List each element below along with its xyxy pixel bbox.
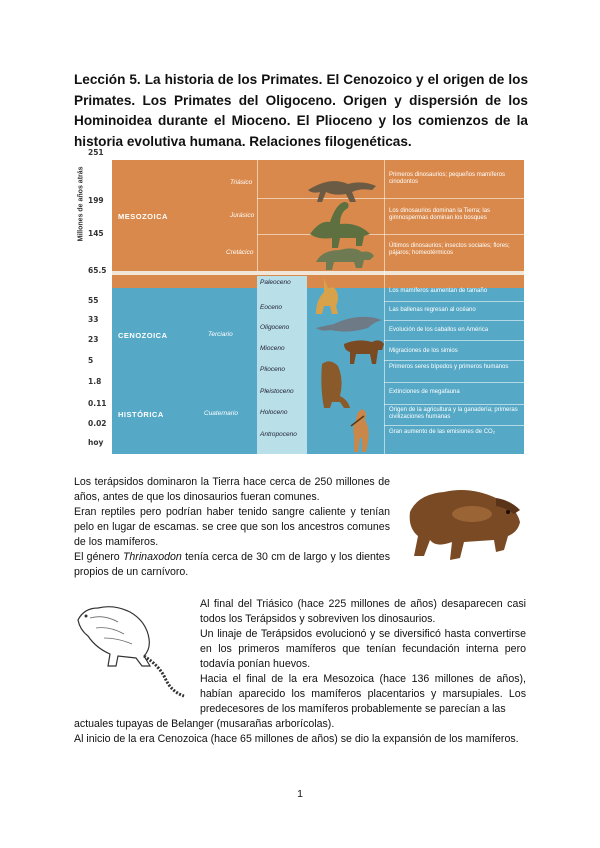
genus-name: Thrinaxodon (122, 551, 182, 563)
era-description: Extinciones de megafauna (389, 389, 460, 395)
era-description: Las ballenas regresan al océano (389, 307, 476, 313)
tick-label: 23 (88, 335, 99, 344)
tick-label: 65.5 (88, 266, 107, 275)
paragraph-tree-shrews: actuales tupayas de Belanger (musarañas arborícolas). (74, 718, 335, 730)
epoch-label: Holoceno (260, 409, 288, 416)
epoch-label: Mioceno (260, 345, 285, 352)
era-description: Primeros dinosaurios; pequeños mamíferos cinodontos (389, 172, 506, 185)
tick-label: 0.02 (88, 419, 107, 428)
paragraph-cenozoic: Al inicio de la era Cenozoica (hace 65 millones de años) se dio la expansión de los mamíferos. (74, 733, 519, 745)
grid-line (384, 340, 524, 341)
paragraph-line: Eran reptiles pero podrían haber tenido sangre caliente y tenían pelo en lugar de escamas. se cree que son los ancestros comunes de los mamíferos. (74, 506, 390, 548)
epoch-label: Eoceno (260, 304, 283, 311)
paragraph-line: El género Thrinaxodon tenía cerca de 30 cm de largo y los dientes propios de un carnívoro. (74, 551, 390, 578)
mesozoic-animals-illustration (300, 162, 388, 272)
epoch-label: Antropoceno (260, 431, 297, 438)
grid-line (384, 301, 524, 302)
grid-line (384, 320, 524, 321)
grid-line (384, 404, 524, 405)
tick-label: 1.8 (88, 377, 102, 386)
page-number: 1 (297, 788, 303, 800)
era-description: Los mamíferos aumentan de tamaño (389, 288, 488, 294)
era-description: Evolución de los caballos en América (389, 327, 489, 333)
page-title: Lección 5. La historia de los Primates. El Cenozoico y el origen de los Primates. Los Primates del Oligoceno. Origen y dispersión de los Hominoidea durante el Mioceno. El Plioceno y los comienzos de la historia evolutiva humana. Relaciones filogenéticas. (74, 72, 528, 149)
yaxis-title: Millones de años atrás (77, 166, 85, 242)
period-label: Terciario (208, 331, 233, 338)
era-description: Los dinosaurios dominan la Tierra; las gimnospermas dominan los bosques (389, 208, 491, 221)
grid-line (257, 160, 258, 271)
paragraph-triassic (200, 597, 526, 717)
tick-label: 145 (88, 229, 104, 238)
era-description: Últimos dinosaurios; insectos sociales; flores; pájaros; homeotérmicos (389, 243, 510, 256)
grid-line (257, 198, 524, 199)
epoch-label: Paleoceno (260, 279, 291, 286)
epoch-label: Plioceno (260, 366, 285, 373)
grid-line (384, 360, 524, 361)
tree-shrew-illustration (74, 600, 190, 702)
epoch-column (257, 276, 307, 454)
grid-line (257, 234, 524, 235)
era-label-cenozoica: CENOZOICA (118, 331, 168, 340)
tick-label: 0.11 (88, 399, 107, 408)
grid-line (384, 425, 524, 426)
era-label-historica: HISTÓRICA (118, 410, 164, 419)
era-description: Gran aumento de las emisiones de CO₂ (389, 429, 496, 435)
era-description: Primeros seres bípedos y primeros humanos (389, 364, 509, 370)
geologic-timescale-figure (74, 148, 524, 454)
period-label: Cuaternario (204, 410, 238, 417)
tick-label: 55 (88, 296, 99, 305)
period-label: Triásico (230, 179, 253, 186)
era-label-mesozoica: MESOZOICA (118, 212, 168, 221)
paragraph-line: Hacia el final de la era Mesozoica (hace 136 millones de años), habían aparecido los mamíferos placentarios y marsupiales. Los predecesores de los mamíferos probablemente se parecían a las (200, 673, 526, 715)
period-label: Cretácico (226, 249, 254, 256)
paragraph-line: Al final del Triásico (hace 225 millones de años) desaparecen casi todos los Terápsidos y sobreviven los dinosaurios. (200, 598, 526, 625)
period-label: Jurásico (230, 212, 255, 219)
grid-line (384, 382, 524, 383)
era-description: Migraciones de los simios (389, 348, 458, 354)
paragraph-line: Los terápsidos dominaron la Tierra hace cerca de 250 millones de años, antes de que los dinosaurios fueran comunes. (74, 476, 390, 503)
tick-label: 251 (88, 148, 104, 157)
tick-label: 5 (88, 356, 94, 365)
epoch-label: Oligoceno (260, 324, 290, 331)
tick-label: 33 (88, 315, 99, 324)
epoch-label: Pleistoceno (260, 388, 294, 395)
therapsid-illustration (400, 476, 526, 568)
paragraph-line: Un linaje de Terápsidos evolucionó y se diversificó hasta convertirse en los primeros mamíferos que tenían fecundación interna pero todavía ponían huevos. (200, 628, 526, 670)
cenozoic-animals-illustration (304, 276, 386, 454)
paragraph-therapsids (74, 475, 390, 580)
tick-label: 199 (88, 196, 104, 205)
era-description: Origen de la agricultura y la ganadería; primeras civilizaciones humanas (389, 407, 518, 420)
tick-label: hoy (88, 438, 104, 447)
